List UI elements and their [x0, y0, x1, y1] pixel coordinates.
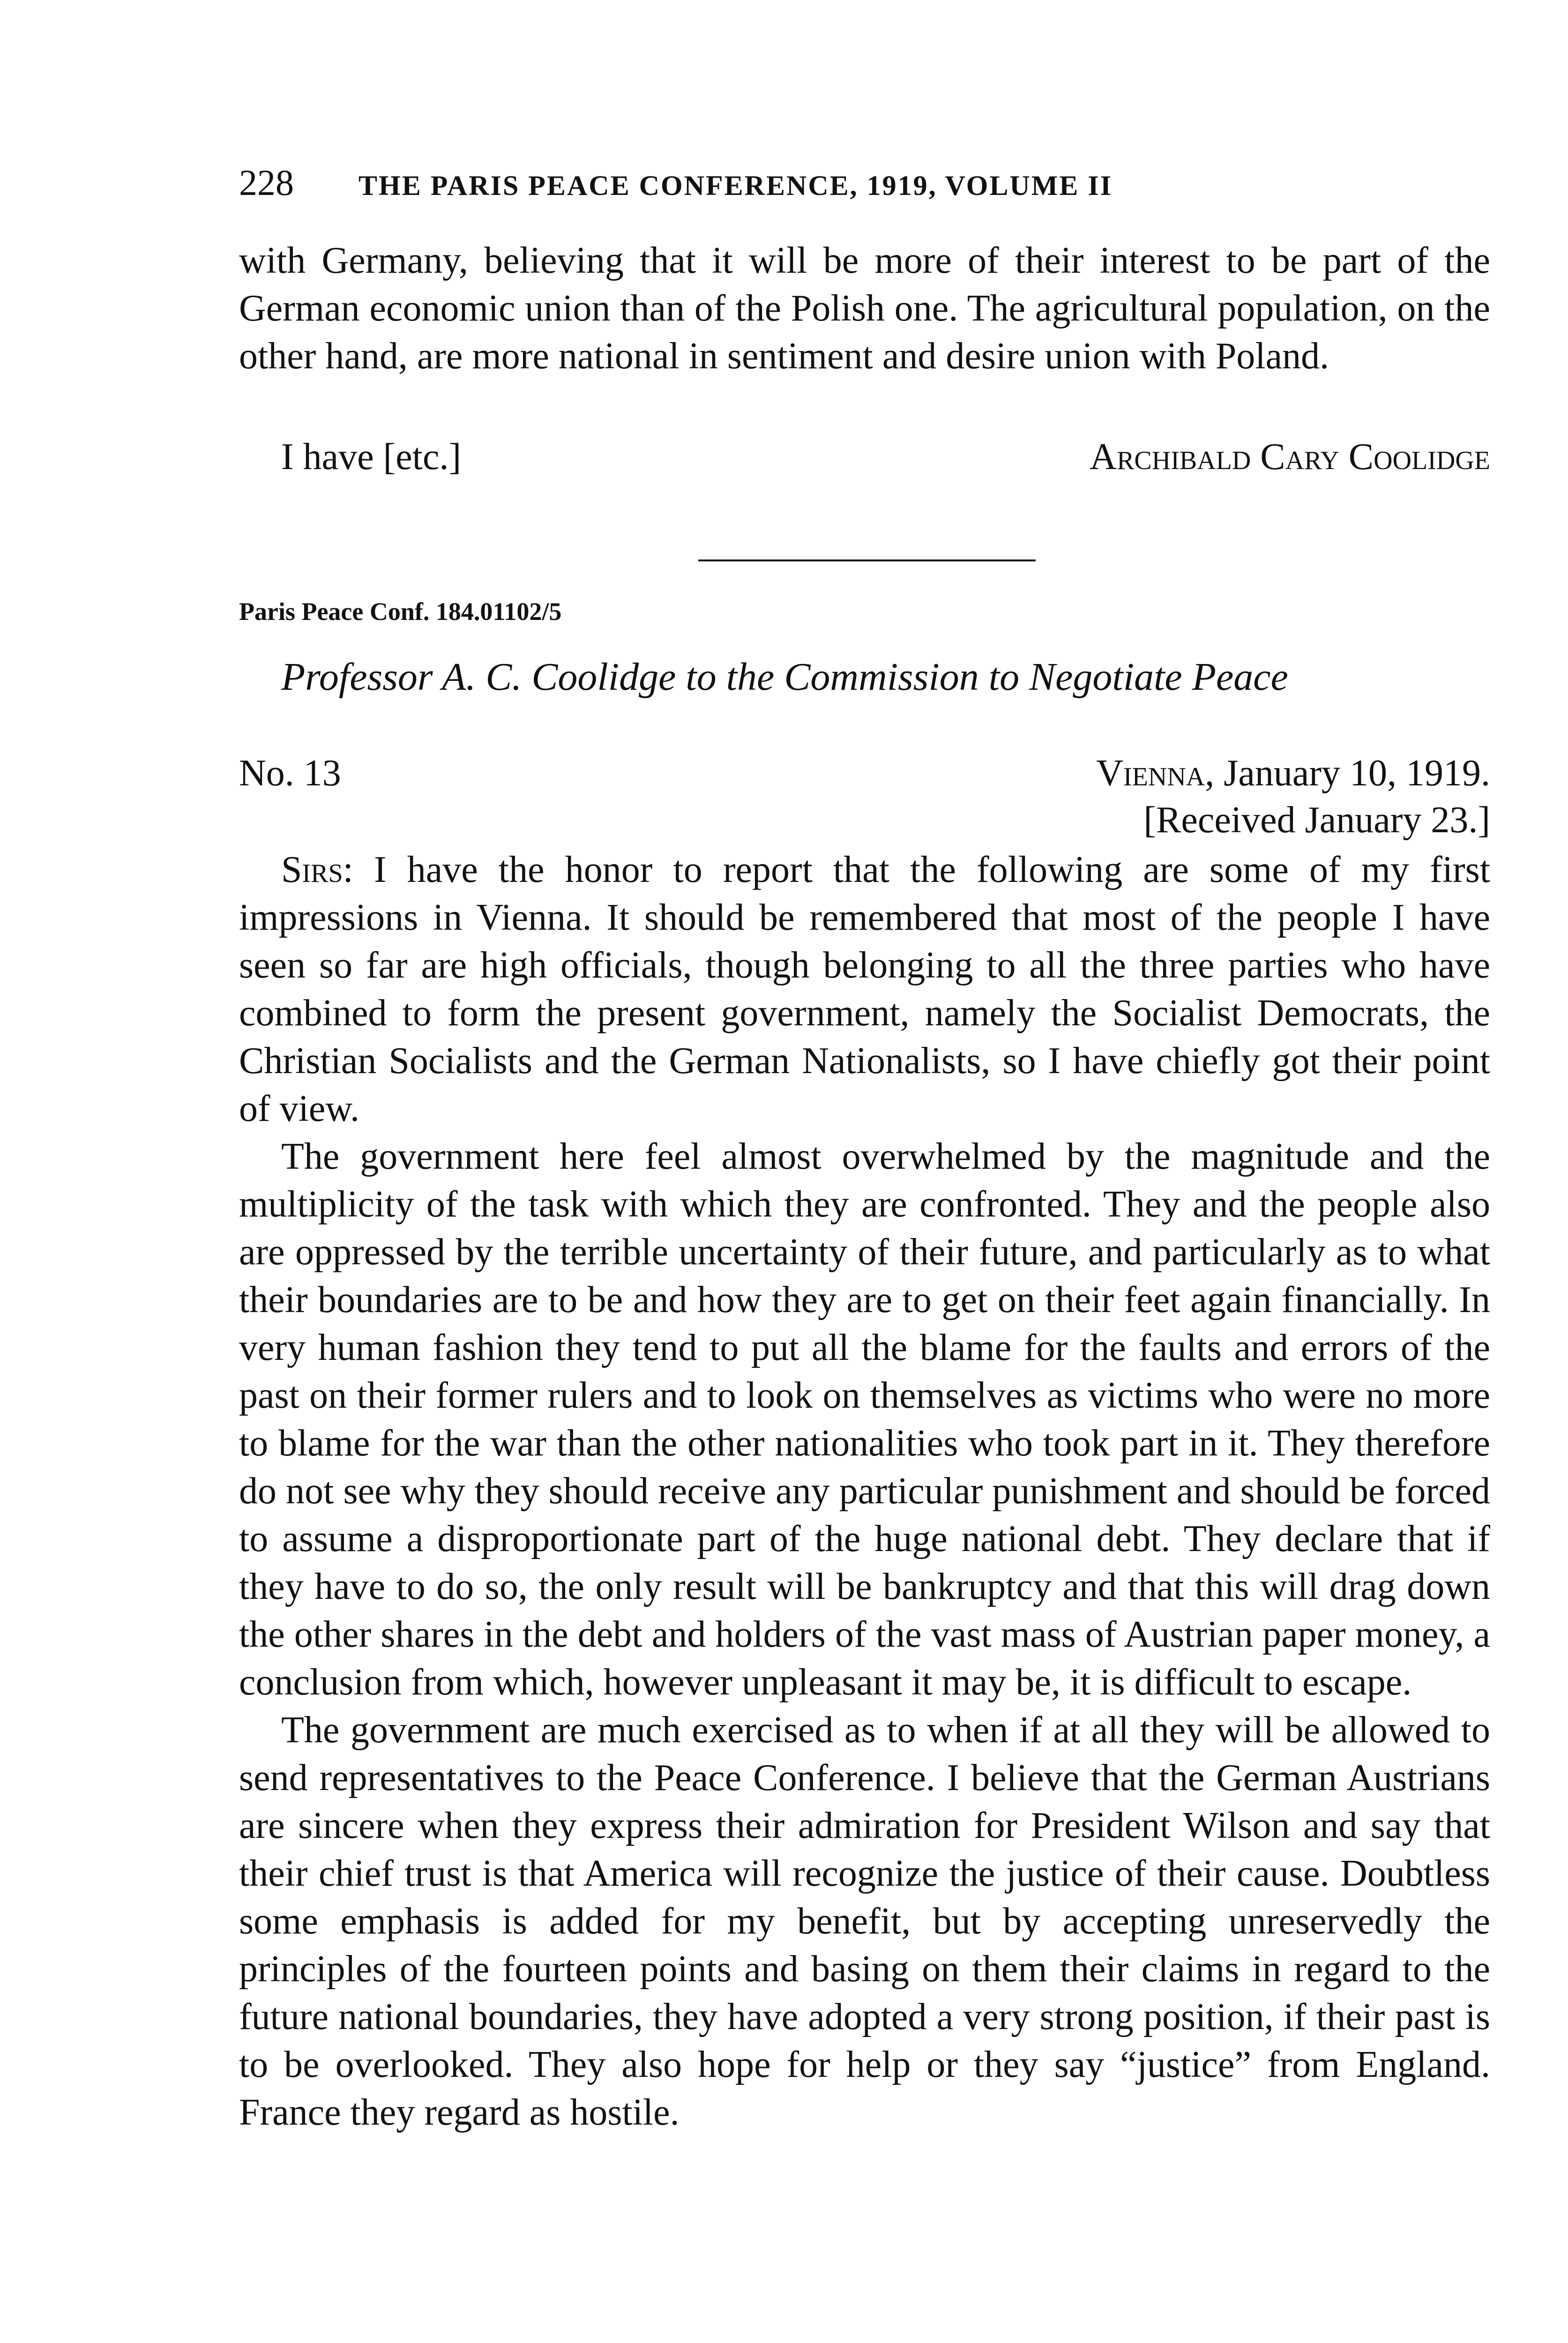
running-head: THE PARIS PEACE CONFERENCE, 1919, VOLUME II — [358, 170, 1113, 201]
closing-text: I have [etc.] — [281, 436, 462, 478]
section-divider — [698, 560, 1036, 561]
dateline — [1096, 750, 1490, 797]
body-paragraph-3: The government are much exercised as to when if at all they will be allowed to send representatives to the Peace Conference. I believe that the German Austrians are sincere when they express their admiration for President Wilson and say that their chief trust is that America will recognize the justice of their cause. Doubtless some emphasis is added for my benefit, but by accepting unreservedly the principles of the fourteen points and basing on them their claims in regard to the future national boundaries, they have adopted a very strong position, if their past is to be overlooked. They also hope for help or they say “justice” from England. France they regard as hostile. — [239, 1709, 1490, 2133]
continuation-paragraph: with Germany, believing that it will be more of their interest to be part of the German economic union than of the Polish one. The agricultural population, on the other hand, are more national in sentiment and desire union with Poland. — [239, 240, 1490, 377]
document-number: No. 13 — [239, 753, 341, 794]
file-number: Paris Peace Conf. 184.01102/5 — [239, 597, 562, 626]
dateline-date: , January 10, 1919. — [1205, 753, 1490, 794]
letter-body — [239, 846, 1490, 2136]
page-number: 228 — [239, 162, 294, 203]
continuation-block — [239, 237, 1490, 380]
page-header — [239, 155, 1373, 211]
body-paragraph-2: The government here feel almost overwhelmed by the magnitude and the multiplicity of the task with which they are confronted. They and the people also are oppressed by the terrible uncertainty of their future, and particularly as to what their boundaries are to be and how they are to get on their feet again financially. In very human fashion they tend to put all the blame for the faults and errors of the past on their former rulers and to look on themselves as victims who were no more to blame for the war than the other nationalities who took part in it. They therefore do not see why they should receive any particular punishment and should be forced to assume a disproportionate part of the huge national debt. They declare that if they have to do so, the only result will be bankruptcy and that this will drag down the other shares in the debt and holders of the vast mass of Austrian paper money, a conclusion from which, however unpleasant it may be, it is difficult to escape. — [239, 1136, 1490, 1703]
closing-line — [239, 431, 1490, 483]
body-paragraph-1-text: : I have the honor to report that the following are some of my first impressions in Vienna. It should be remembered that most of the people I have seen so far are high officials, though belonging to all the three parties who have combined to form the present government, namely the Socialist Democrats, the Christian Socialists and the German Nationalists, so I have chiefly got their point of view. — [239, 849, 1490, 1129]
document-title: Professor A. C. Coolidge to the Commission to Negotiate Peace — [281, 655, 1288, 699]
signature: Archibald Cary Coolidge — [1090, 436, 1490, 478]
salutation: Sirs — [281, 849, 343, 890]
dateline-place: Vienna — [1096, 753, 1205, 794]
received-date: [Received January 23.] — [1143, 799, 1490, 841]
body-paragraph-1 — [239, 846, 1490, 1133]
